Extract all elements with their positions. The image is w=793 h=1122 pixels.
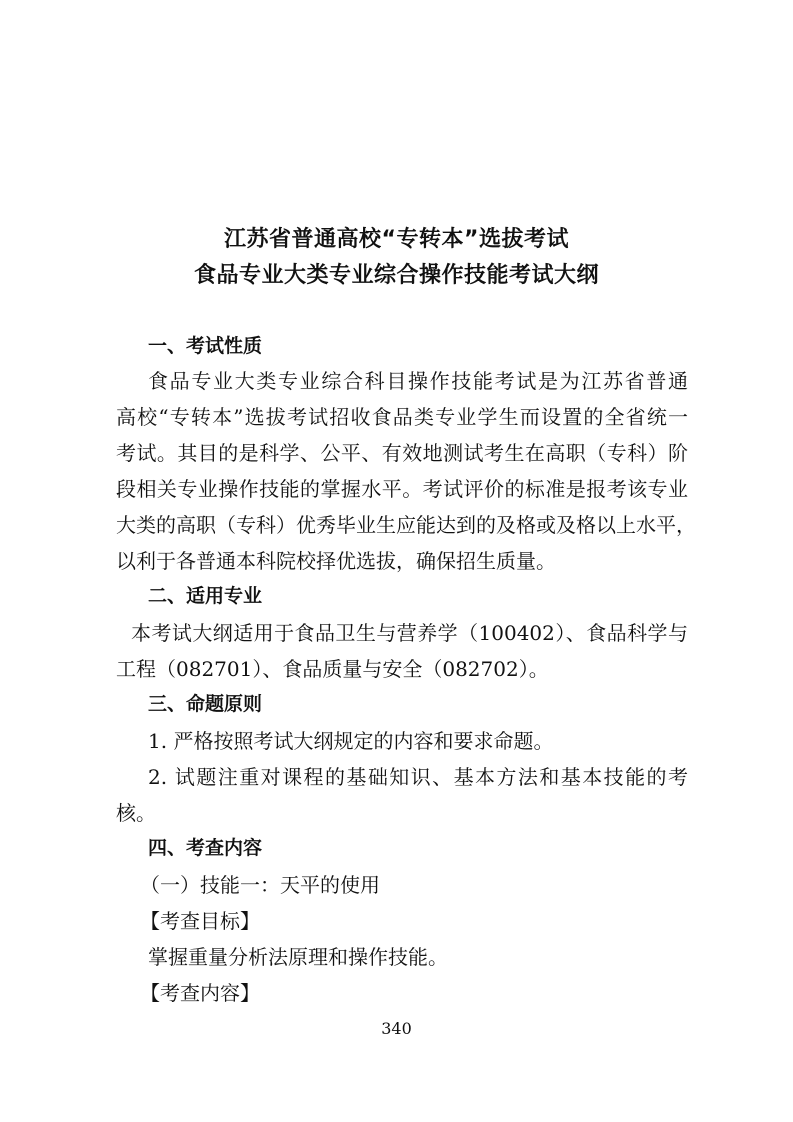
paragraph-line: 高校“专转本”选拔考试招收食品类专业学生而设置的全省统一 — [116, 405, 688, 429]
list-item: 1. 严格按照考试大纲规定的内容和要求命题。 — [148, 729, 554, 753]
section-heading-nature: 一、考试性质 — [148, 335, 263, 357]
page-number: 340 — [381, 1019, 412, 1038]
content-label: 【考查内容】 — [140, 981, 260, 1005]
list-item: 2. 试题注重对课程的基础知识、基本方法和基本技能的考 — [148, 765, 688, 789]
paragraph-line: 段相关专业操作技能的掌握水平。考试评价的标准是报考该专业 — [116, 477, 688, 501]
section-heading-majors: 二、适用专业 — [148, 585, 263, 607]
target-text: 掌握重量分析法原理和操作技能。 — [148, 945, 448, 969]
list-item-continuation: 核。 — [116, 801, 156, 825]
paragraph-line: 考试。其目的是科学、公平、有效地测试考生在高职（专科）阶 — [116, 441, 688, 465]
document-title-line-2: 食品专业大类专业综合操作技能考试大纲 — [193, 263, 599, 288]
section-heading-content: 四、考查内容 — [148, 837, 263, 859]
paragraph-line: 工程（082701）、食品质量与安全（082702）。 — [116, 657, 549, 681]
target-label: 【考查目标】 — [140, 909, 260, 933]
document-title-line-1: 江苏省普通高校“专转本”选拔考试 — [224, 227, 569, 252]
paragraph-line: 食品专业大类专业综合科目操作技能考试是为江苏省普通 — [148, 369, 688, 393]
paragraph-line: 以利于各普通本科院校择优选拔，确保招生质量。 — [116, 549, 556, 573]
paragraph-line: 本考试大纲适用于食品卫生与营养学（100402）、食品科学与 — [131, 621, 688, 645]
subsection-heading: （一）技能一：天平的使用 — [140, 873, 380, 897]
paragraph-line: 大类的高职（专科）优秀毕业生应能达到的及格或及格以上水平， — [116, 513, 696, 537]
section-heading-principles: 三、命题原则 — [148, 693, 263, 715]
